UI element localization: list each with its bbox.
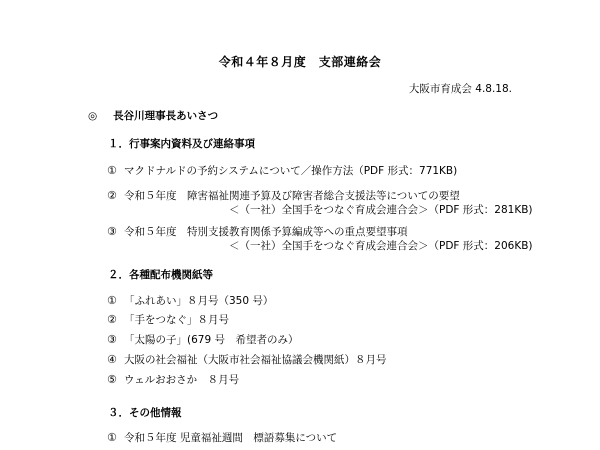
document-title: 令和４年８月度 支部連絡会 — [218, 55, 382, 69]
greeting-text: 長谷川理事長あいさつ — [113, 110, 219, 122]
list-item-number: ④ — [107, 353, 117, 366]
greeting-line — [88, 109, 218, 123]
list-item-number: ③ — [107, 333, 117, 346]
section-heading-2: ２．各種配布機関紙等 — [108, 269, 213, 281]
list-item-source: ＜（一社）全国手をつなぐ育成会連合会＞（PDF 形式：206KB) — [229, 240, 533, 252]
list-item: 「太陽の子」(679 号 希望者のみ） — [124, 334, 299, 346]
list-item: ウェルおおさか ８月号 — [124, 374, 240, 386]
list-item-number: ③ — [107, 225, 117, 238]
section-heading-3: ３．その他情報 — [108, 407, 182, 419]
section-heading-1: １．行事案内資料及び連絡事項 — [108, 138, 255, 150]
list-item-number: ① — [107, 431, 117, 444]
list-item: 「手をつなぐ」８月号 — [124, 314, 229, 326]
greeting-marker: ◎ — [88, 110, 98, 122]
list-item-number: ② — [107, 313, 117, 326]
list-item: 令和５年度 児童福祉週間 標語募集について — [124, 432, 338, 444]
list-item: 令和５年度 特別支援教育関係予算編成等への重点要望事項 — [124, 226, 408, 238]
list-item-number: ① — [107, 164, 117, 177]
list-item: マクドナルドの予約システムについて／操作方法（PDF 形式：771KB) — [124, 165, 458, 177]
list-item: 令和５年度 障害福祉関連予算及び障害者総合支援法等についての要望 — [124, 190, 460, 202]
list-item: 「ふれあい」８月号（350 号） — [124, 295, 274, 307]
list-item-number: ⑤ — [107, 373, 117, 386]
list-item: 大阪の社会福祉（大阪市社会福祉協議会機関紙）８月号 — [124, 354, 387, 366]
organization-date: 大阪市育成会 4.8.18. — [408, 83, 512, 95]
list-item-source: ＜（一社）全国手をつなぐ育成会連合会＞（PDF 形式：281KB) — [229, 204, 533, 216]
list-item-number: ② — [107, 189, 117, 202]
list-item-number: ① — [107, 294, 117, 307]
